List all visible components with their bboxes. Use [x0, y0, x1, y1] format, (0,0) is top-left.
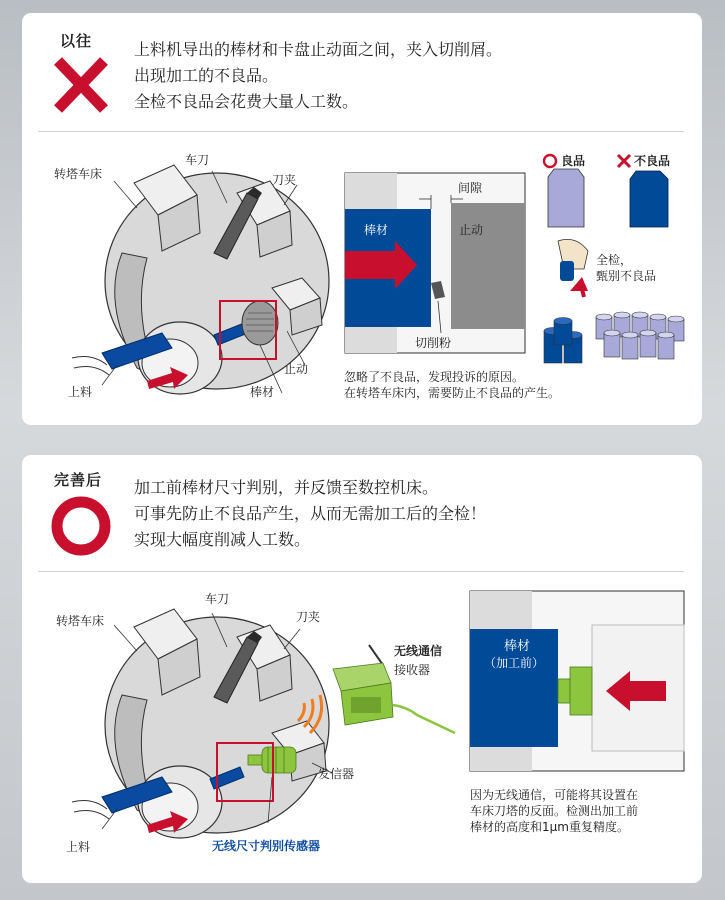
after-caption [470, 787, 638, 835]
label-detail-bar-sub: （加工前） [484, 656, 545, 670]
before-line-2: 出现加工的不良品。 [134, 66, 279, 85]
after-line-1: 加工前棒材尺寸判别，并反馈至数控机床。 [134, 478, 439, 497]
after-intro [134, 475, 486, 553]
label-turret-lathe-2: 转塔车床 [56, 614, 105, 628]
circle-mark-large-icon [50, 495, 112, 557]
before-divider [38, 131, 684, 132]
label-feed: 上料 [68, 385, 93, 399]
label-detail-bar-2: 棒材 [504, 639, 531, 654]
after-line-2: 可事先防止不良品产生，从而无需加工后的全检！ [134, 504, 487, 523]
before-line-1: 上料机导出的棒材和卡盘止动面之间，夹入切削屑。 [134, 40, 503, 59]
gap-detail-diagram [345, 173, 525, 353]
label-detail-stop: 止动 [459, 223, 484, 237]
label-bad: 不良品 [634, 154, 671, 168]
label-receiver: 接收器 [394, 663, 431, 677]
after-divider [38, 571, 684, 572]
cross-mark-icon [52, 55, 110, 115]
label-turret-lathe: 转塔车床 [54, 167, 103, 181]
label-sensor: 无线尺寸判别传感器 [212, 839, 321, 853]
label-cutting-tool-2: 车刀 [205, 592, 230, 606]
label-tool-holder-2: 刀夹 [296, 610, 321, 624]
before-tag: 以往 [60, 32, 93, 50]
after-tag: 完善后 [54, 471, 103, 489]
label-detail-bar: 棒材 [364, 223, 389, 237]
before-line-3: 全检不良品会花费大量人工数。 [134, 92, 359, 111]
measurement-detail-diagram [470, 591, 684, 771]
inspect-line-2: 甄别不良品 [596, 269, 657, 283]
label-wireless: 无线通信 [394, 644, 443, 658]
after-line-3: 实现大幅度削减人工数。 [134, 530, 311, 549]
label-stop: 止动 [284, 362, 309, 376]
before-panel [22, 13, 702, 425]
label-tool-holder: 刀夹 [272, 173, 297, 187]
before-caption-1: 忽略了不良品，发现投诉的原因。 [344, 370, 525, 384]
inspect-line-1: 全检， [596, 253, 633, 267]
label-chips: 切削粉 [415, 336, 452, 350]
before-caption [344, 369, 560, 401]
label-cutting-tool: 车刀 [185, 153, 210, 167]
bad-part [630, 171, 668, 227]
cross-mark-small-icon [616, 153, 632, 169]
after-panel [22, 455, 702, 883]
after-caption-3: 棒材的高度和1μm重复精度。 [470, 820, 629, 834]
circle-mark-icon [542, 153, 558, 169]
label-gap: 间隙 [458, 181, 483, 195]
before-caption-2: 在转塔车床内，需要防止不良品的产生。 [344, 386, 561, 400]
after-caption-2: 车床刀塔的反面。检测出加工前 [470, 804, 639, 818]
good-part [548, 169, 584, 227]
after-caption-1: 因为无线通信，可能将其设置在 [470, 788, 639, 802]
antenna-icon [369, 645, 383, 665]
before-intro [134, 37, 502, 115]
label-bar-stock: 棒材 [250, 385, 275, 399]
label-transmitter: 发信器 [318, 767, 355, 781]
label-good: 良品 [561, 154, 586, 168]
label-feed-2: 上料 [66, 840, 91, 854]
inspect-text [596, 252, 656, 284]
